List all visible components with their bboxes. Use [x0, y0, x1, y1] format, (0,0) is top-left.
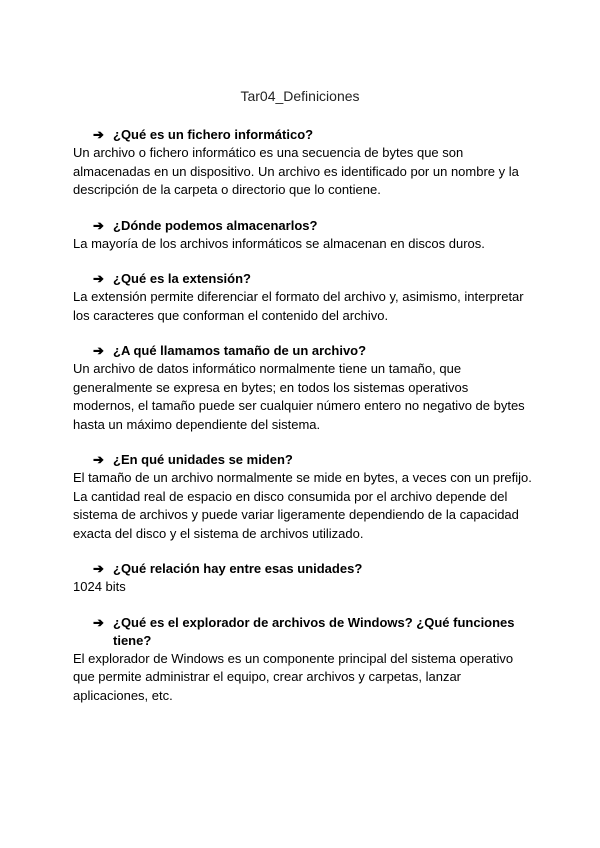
section-unit-relation — [73, 560, 533, 597]
arrow-right-icon: ➔ — [93, 561, 104, 576]
answer-text: Un archivo o fichero informático es una secuencia de bytes que son almacenadas en un dispositivo. Un archivo es identificado por un nombre y la descripción de la carpeta o directorio que lo contiene. — [73, 145, 519, 197]
question-heading — [73, 217, 533, 235]
arrow-right-icon: ➔ — [93, 127, 104, 142]
answer-text: La mayoría de los archivos informáticos se almacenan en discos duros. — [73, 235, 485, 251]
question-heading — [73, 614, 533, 650]
question-text: ¿Qué es la extensión? — [113, 271, 251, 286]
question-heading — [73, 126, 533, 144]
section-storage — [73, 217, 533, 254]
arrow-right-icon: ➔ — [93, 614, 104, 630]
document-title: Tar04_Definiciones — [240, 88, 360, 104]
answer-text: Un archivo de datos informático normalmente tiene un tamaño, que generalmente se expresa en bytes; en todos los sistemas operativos modernos, el tamaño puede ser cualquier número entero no negativo de bytes hasta un máximo dependiente del sistema. — [73, 361, 525, 432]
question-heading — [73, 270, 533, 288]
arrow-right-icon: ➔ — [93, 271, 104, 286]
answer-text: El explorador de Windows es un componente principal del sistema operativo que permite administrar el equipo, crear archivos y carpetas, lanzar aplicaciones, etc. — [73, 650, 514, 703]
question-heading — [73, 342, 533, 360]
question-heading — [73, 451, 533, 469]
arrow-right-icon: ➔ — [93, 343, 104, 358]
document-content — [73, 126, 533, 722]
question-text: ¿Qué relación hay entre esas unidades? — [113, 561, 363, 576]
question-text: ¿En qué unidades se miden? — [113, 452, 293, 467]
question-text: ¿Dónde podemos almacenarlos? — [113, 217, 318, 233]
answer-text: El tamaño de un archivo normalmente se mide en bytes, a veces con un prefijo. La cantidad real de espacio en disco consumida por el archivo depende del sistema de archivos y puede variar ligeramente dependiendo de la capacidad exacta del disco y el sistema de archivos utilizado. — [73, 470, 532, 541]
section-windows-explorer — [73, 614, 533, 706]
section-what-is-file — [73, 126, 533, 200]
question-text: ¿Qué es un fichero informático? — [113, 127, 314, 142]
section-units — [73, 451, 533, 543]
answer-text: La extensión permite diferenciar el formato del archivo y, asimismo, interpretar los caracteres que conforman el contenido del archivo. — [73, 289, 524, 323]
question-text: ¿Qué es el explorador de archivos de Windows? ¿Qué funciones tiene? — [113, 614, 515, 648]
arrow-right-icon: ➔ — [93, 217, 104, 233]
question-text: ¿A qué llamamos tamaño de un archivo? — [113, 343, 367, 358]
question-heading — [73, 560, 533, 578]
section-extension — [73, 270, 533, 325]
arrow-right-icon: ➔ — [93, 452, 104, 467]
section-file-size — [73, 342, 533, 434]
answer-text: 1024 bits — [73, 579, 126, 594]
